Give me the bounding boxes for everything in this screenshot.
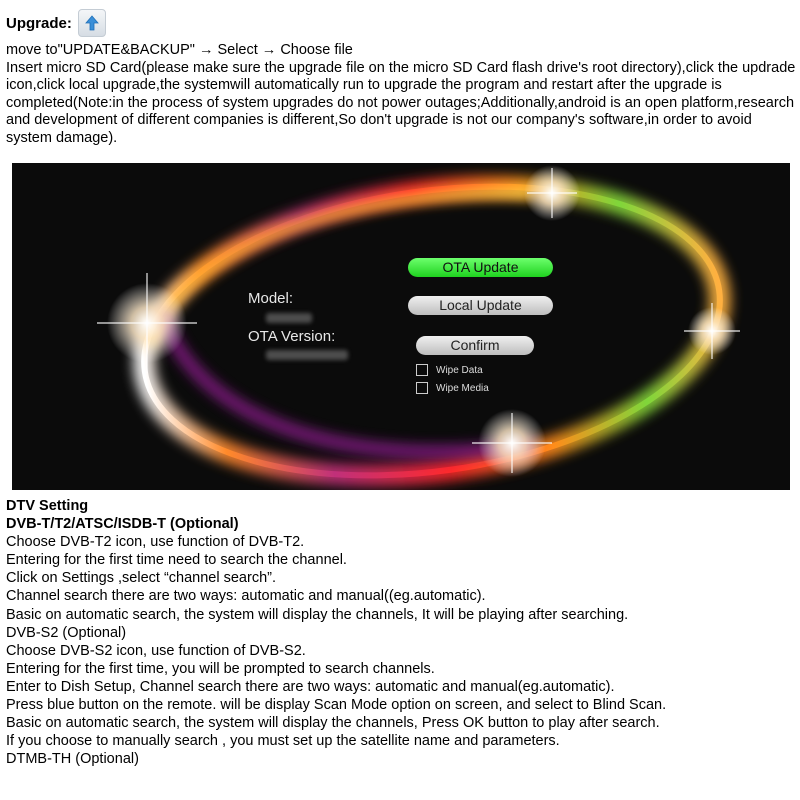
heading-row xyxy=(6,8,106,38)
ota-version-label: OTA Version: xyxy=(248,328,336,345)
dtv-line-13: DTMB-TH (Optional) xyxy=(6,751,139,768)
local-update-button[interactable]: Local Update xyxy=(408,296,553,315)
dtv-line-11: Basic on automatic search, the system will display the channels, Press OK button to play after search. xyxy=(6,715,660,732)
wipe-data-checkbox[interactable] xyxy=(416,364,428,376)
model-value-blurred xyxy=(266,313,312,323)
upgrade-arrow-icon xyxy=(78,9,106,37)
intro-text xyxy=(6,42,796,148)
recovery-screenshot xyxy=(12,163,790,490)
wipe-media-checkbox[interactable] xyxy=(416,382,428,394)
dtv-line-7: Choose DVB-S2 icon, use function of DVB-S2. xyxy=(6,642,306,659)
dtv-line-8: Entering for the first time, you will be prompted to search channels. xyxy=(6,660,435,677)
dtv-line-3: Click on Settings ,select “channel search”. xyxy=(6,570,276,587)
dtv-line-5: Basic on automatic search, the system will display the channels, It will be playing after searching. xyxy=(6,606,629,623)
dtv-subtitle: DVB-T/T2/ATSC/ISDB-T (Optional) xyxy=(6,516,239,533)
model-label: Model: xyxy=(248,290,294,307)
intro-line-1: move to"UPDATE&BACKUP" → Select → Choose file xyxy=(6,42,353,58)
dtv-line-1: Choose DVB-T2 icon, use function of DVB-T2. xyxy=(6,534,305,551)
wipe-media-label: Wipe Media xyxy=(436,382,489,394)
dtv-line-12: If you choose to manually search , you must set up the satellite name and parameters. xyxy=(6,733,560,750)
confirm-button[interactable]: Confirm xyxy=(416,336,534,355)
dtv-line-4: Channel search there are two ways: automatic and manual((eg.automatic). xyxy=(6,588,486,605)
intro-line-2: Insert micro SD Card(please make sure the upgrade file on the micro SD Card flash drive's root directory),click the updrade icon,click local upgrade,the systemwill automatically run to upgrade the program and restart after the upgrade is completed(Note:in the process of system upgrades do not power outages;Additionally,android is an open platform,research and development of different companies is different,So don't upgrade is not our company's software,in order to avoid system damage). xyxy=(6,59,796,146)
page-title: Upgrade: xyxy=(6,14,72,32)
wipe-data-label: Wipe Data xyxy=(436,364,483,376)
wipe-data-row[interactable] xyxy=(416,364,483,376)
ota-update-button[interactable]: OTA Update xyxy=(408,258,553,277)
dtv-section xyxy=(6,497,796,768)
glow-ring-graphic xyxy=(12,163,790,490)
dtv-title: DTV Setting xyxy=(6,498,89,514)
dtv-line-10: Press blue button on the remote. will be display Scan Mode option on screen, and select to Blind Scan. xyxy=(6,697,667,714)
dtv-line-9: Enter to Dish Setup, Channel search there are two ways: automatic and manual(eg.automatic). xyxy=(6,678,615,695)
dtv-line-6: DVB-S2 (Optional) xyxy=(6,624,127,641)
dtv-line-2: Entering for the first time need to search the channel. xyxy=(6,552,347,569)
ota-version-value-blurred xyxy=(266,350,348,360)
wipe-media-row[interactable] xyxy=(416,382,489,394)
